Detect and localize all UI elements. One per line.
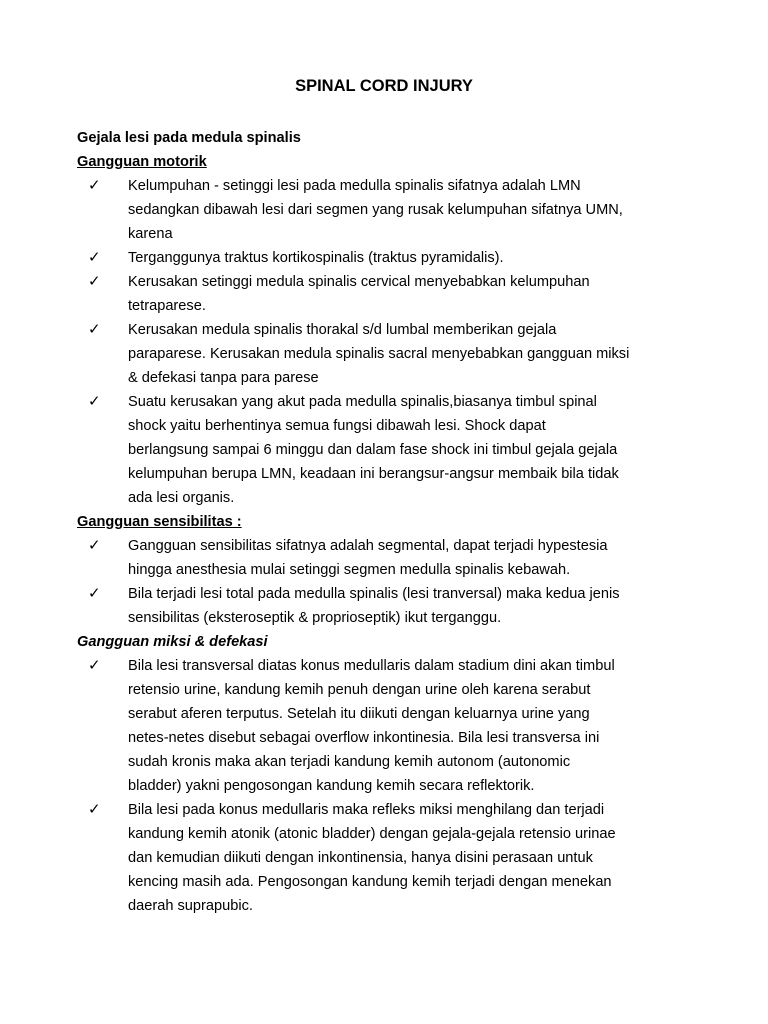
- list-item-line: karena: [128, 226, 173, 242]
- list-item-line: Suatu kerusakan yang akut pada medulla spinalis,biasanya timbul spinal: [128, 394, 597, 410]
- checkmark-icon: ✓: [88, 801, 101, 818]
- list-item: [77, 534, 697, 582]
- list-item-line: hingga anesthesia mulai setinggi segmen medulla spinalis kebawah.: [128, 562, 571, 578]
- list-item-line: sudah kronis maka akan terjadi kandung kemih autonom (autonomic: [128, 754, 571, 770]
- checkmark-icon: ✓: [88, 393, 101, 410]
- list-item: [77, 174, 697, 246]
- list-item-line: ada lesi organis.: [128, 490, 235, 506]
- list-item-line: sedangkan dibawah lesi dari segmen yang rusak kelumpuhan sifatnya UMN,: [128, 202, 623, 218]
- section-heading: Gejala lesi pada medula spinalis: [77, 130, 301, 146]
- section-heading: Gangguan motorik: [77, 154, 207, 170]
- list-item-line: kencing masih ada. Pengosongan kandung kemih terjadi dengan menekan: [128, 874, 612, 890]
- list-item-line: serabut aferen terputus. Setelah itu diikuti dengan keluarnya urine yang: [128, 706, 590, 722]
- list-item-line: Bila lesi pada konus medullaris maka refleks miksi menghilang dan terjadi: [128, 802, 605, 818]
- checkmark-icon: ✓: [88, 249, 101, 266]
- list-item: [77, 798, 697, 918]
- list-item-line: Gangguan sensibilitas sifatnya adalah segmental, dapat terjadi hypestesia: [128, 538, 608, 554]
- list-item: [77, 582, 697, 630]
- list-item-line: kandung kemih atonik (atonic bladder) dengan gejala-gejala retensio urinae: [128, 826, 616, 842]
- list-item-line: kelumpuhan berupa LMN, keadaan ini berangsur-angsur membaik bila tidak: [128, 466, 619, 482]
- checkmark-icon: ✓: [88, 177, 101, 194]
- section-heading: Gangguan miksi & defekasi: [77, 634, 268, 650]
- checkmark-icon: ✓: [88, 585, 101, 602]
- list-item-line: daerah suprapubic.: [128, 898, 253, 914]
- list-item-line: Kelumpuhan - setinggi lesi pada medulla spinalis sifatnya adalah LMN: [128, 178, 581, 194]
- list-item-line: retensio urine, kandung kemih penuh dengan urine oleh karena serabut: [128, 682, 591, 698]
- list-item-line: Kerusakan setinggi medula spinalis cervical menyebabkan kelumpuhan: [128, 274, 590, 290]
- list-item-line: sensibilitas (eksteroseptik & proprioseptik) ikut terganggu.: [128, 610, 502, 626]
- list-item-line: Kerusakan medula spinalis thorakal s/d lumbal memberikan gejala: [128, 322, 557, 338]
- checkmark-icon: ✓: [88, 657, 101, 674]
- list-item-line: bladder) yakni pengosongan kandung kemih secara reflektorik.: [128, 778, 535, 794]
- section-heading: Gangguan sensibilitas :: [77, 514, 242, 530]
- list-item-line: shock yaitu berhentinya semua fungsi dibawah lesi. Shock dapat: [128, 418, 546, 434]
- list-item-line: berlangsung sampai 6 minggu dan dalam fase shock ini timbul gejala gejala: [128, 442, 618, 458]
- checkmark-icon: ✓: [88, 321, 101, 338]
- checkmark-icon: ✓: [88, 273, 101, 290]
- list-item: [77, 318, 697, 390]
- list-item: [77, 654, 697, 798]
- page-title: SPINAL CORD INJURY: [295, 77, 473, 95]
- checkmark-icon: ✓: [88, 537, 101, 554]
- list-item-line: & defekasi tanpa para parese: [128, 370, 319, 386]
- list-item-line: paraparese. Kerusakan medula spinalis sacral menyebabkan gangguan miksi: [128, 346, 630, 362]
- list-item: [77, 270, 697, 318]
- list-item-line: dan kemudian diikuti dengan inkontinensia, hanya disini perasaan untuk: [128, 850, 593, 866]
- document-body: [77, 126, 697, 918]
- list-item-line: netes-netes disebut sebagai overflow inkontinesia. Bila lesi transversa ini: [128, 730, 600, 746]
- list-item: [77, 390, 697, 510]
- list-item-line: Bila terjadi lesi total pada medulla spinalis (lesi tranversal) maka kedua jenis: [128, 586, 620, 602]
- list-item-line: Terganggunya traktus kortikospinalis (traktus pyramidalis).: [128, 250, 504, 266]
- list-item-line: tetraparese.: [128, 298, 206, 314]
- list-item: [77, 246, 697, 270]
- list-item-line: Bila lesi transversal diatas konus medullaris dalam stadium dini akan timbul: [128, 658, 615, 674]
